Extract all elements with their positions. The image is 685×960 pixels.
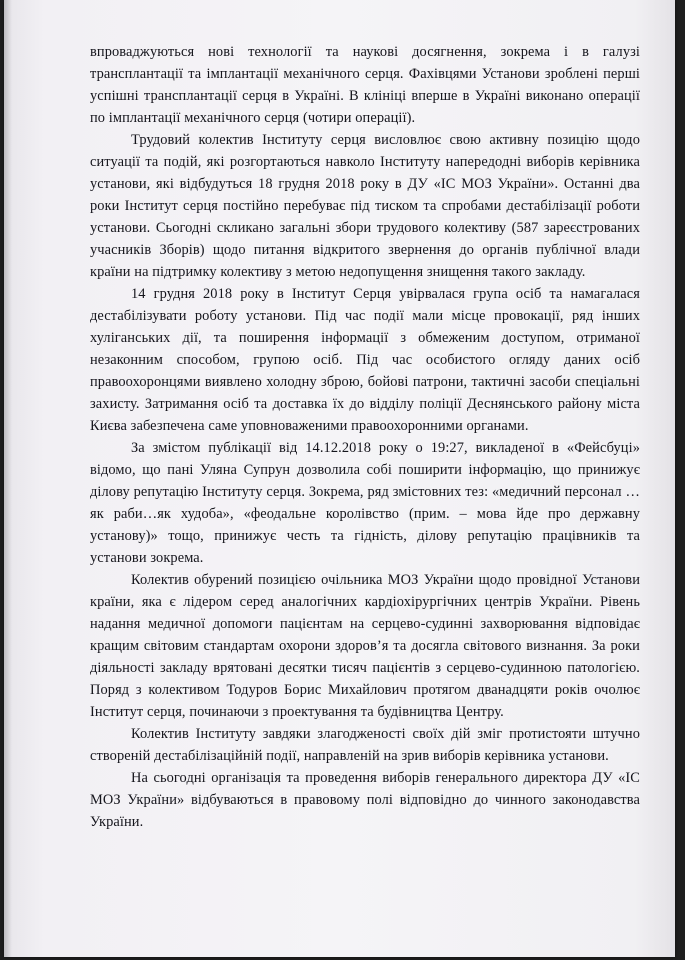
document-body [90, 41, 640, 833]
paragraph-facebook-publication: За змістом публікації від 14.12.2018 року о 19:27, викладеної в «Фейсбуці» відомо, що пані Уляна Супрун дозволила собі поширити інформацію, що принижує ділову репутацію Інституту серця. Зокрема, ряд змістовних тез: «медичний персонал …як раби…як худоба», «феодальне королівство (прим. – мова йде про державну установу)» тощо, принижує честь та гідність, ділову репутацію працівників та установи зокрема. [90, 440, 640, 566]
paragraph-collective-position: Трудовий колектив Інституту серця висловлює свою активну позицію щодо ситуації та подій, які розгортаються навколо Інституту напередодні виборів керівника установи, які відбудуться 18 грудня 2018 року в ДУ «ІС МОЗ України». Останні два роки Інститут серця постійно перебуває під тиском та спробами дестабілізації роботи установи. Сьогодні скликано загальні збори трудового колективу (587 зареєстрованих учасників Зборів) щодо питання відкритого звернення до органів публічної влади країни на підтримку колективу з метою недопущення знищення такого закладу. [90, 132, 640, 280]
page-edge-shadow [4, 0, 12, 957]
paragraph-resistance: Колектив Інституту завдяки злагодженості своїх дій зміг протистояти штучно створеній дестабілізаційній події, направленій на зрив виборів керівника установи. [90, 726, 640, 764]
paragraph-intro-continuation: впроваджуються нові технології та наукові досягнення, зокрема і в галузі трансплантації та імплантації механічного серця. Фахівцями Установи зроблені перші успішні трансплантації серця в Україні. В клініці вперше в Україні виконано операції по імплантації механічного серця (чотири операції). [90, 44, 640, 126]
paragraph-december-14-incident: 14 грудня 2018 року в Інститут Серця увірвалася група осіб та намагалася дестабілізувати роботу установи. Під час події мали місце провокації, ряд інших хуліганських дії, та поширення інформації з обмеженим доступом, отриманої незаконним способом, групою осіб. Під час особистого огляду даних осіб правоохоронцями виявлено холодну зброю, бойові патрони, тактичні засоби спеціальні захисту. Затримання осіб та доставка їх до відділу поліції Деснянського району міста Києва забезпечена саме уповноваженими правоохоронними органами. [90, 286, 640, 434]
paragraph-collective-outrage: Колектив обурений позицією очільника МОЗ України щодо провідної Установи країни, яка є лідером серед аналогічних кардіохірургічних центрів України. Рівень надання медичної допомоги пацієнтам на серцево-судинні захворювання відповідає кращим світовим стандартам охорони здоров’я та досягла світового визнання. За роки діяльності закладу врятовані десятки тисяч пацієнтів з серцево-судинною патологією. Поряд з колективом Тодуров Борис Михайлович протягом дванадцяти років очолює Інститут серця, починаючи з проектування та будівництва Центру. [90, 572, 640, 720]
document-sheet [4, 0, 675, 957]
paragraph-elections-legal: На сьогодні організація та проведення виборів генерального директора ДУ «ІС МОЗ України» відбуваються в правовому полі відповідно до чинного законодавства України. [90, 770, 640, 830]
